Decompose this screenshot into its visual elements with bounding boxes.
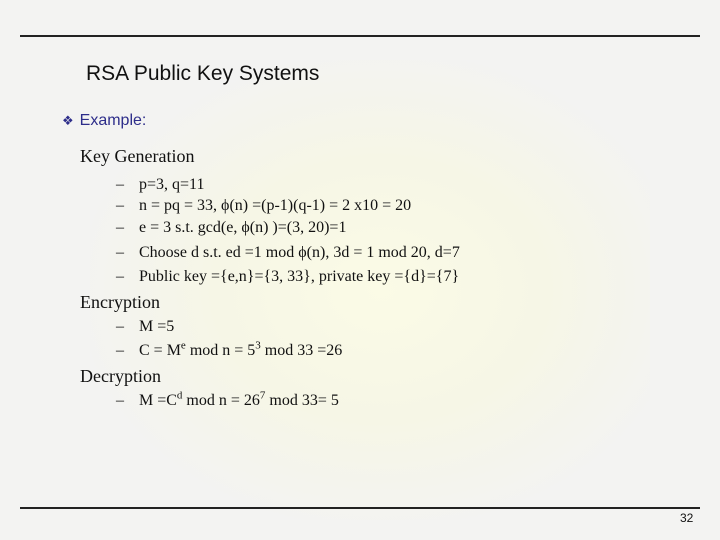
page-number: 32 [680, 511, 694, 525]
dash-marker: – [116, 197, 124, 214]
example-label [62, 112, 146, 130]
dash-marker: – [116, 244, 124, 261]
list-item-text: Choose d s.t. ed =1 mod ϕ(n), 3d = 1 mod 20, d=7 [139, 244, 460, 261]
encryption-heading: Encryption [80, 292, 160, 312]
list-item-text: n = pq = 33, ϕ(n) =(p-1)(q-1) = 2 x10 = 20 [139, 197, 412, 214]
list-item-text: e = 3 s.t. gcd(e, ϕ(n) )=(3, 20)=1 [139, 219, 347, 236]
superscript: 7 [259, 389, 266, 402]
slide-title: RSA Public Key Systems [86, 62, 320, 85]
list-item-text: Public key ={e,n}={3, 33}, private key ={d}={7} [139, 268, 460, 285]
decryption-heading: Decryption [80, 366, 161, 386]
example-text: Example: [79, 112, 147, 129]
list-item-text: p=3, q=11 [139, 176, 205, 193]
dash-marker: – [116, 318, 124, 335]
bottom-rule [20, 507, 700, 509]
top-rule [20, 35, 700, 37]
dash-marker: – [116, 219, 124, 236]
superscript: 3 [255, 339, 261, 352]
background-glow [90, 60, 650, 520]
dash-marker: – [116, 268, 124, 285]
formula-text: M =C [139, 392, 177, 409]
superscript: e [180, 339, 186, 352]
dash-marker: – [116, 392, 124, 409]
list-item-text [139, 339, 343, 360]
key-generation-heading: Key Generation [80, 146, 195, 166]
dash-marker: – [116, 176, 124, 193]
diamond-bullet-icon: ❖ [62, 113, 74, 128]
list-item-text: M =5 [139, 318, 175, 335]
formula-text: C = M [139, 342, 181, 359]
formula-text: mod 33= 5 [265, 392, 339, 409]
superscript: d [176, 389, 183, 402]
formula-text: mod 33 =26 [260, 342, 343, 359]
formula-text: mod n = 5 [185, 342, 256, 359]
list-item-text [139, 389, 339, 410]
dash-marker: – [116, 342, 124, 359]
formula-text: mod n = 26 [182, 392, 260, 409]
